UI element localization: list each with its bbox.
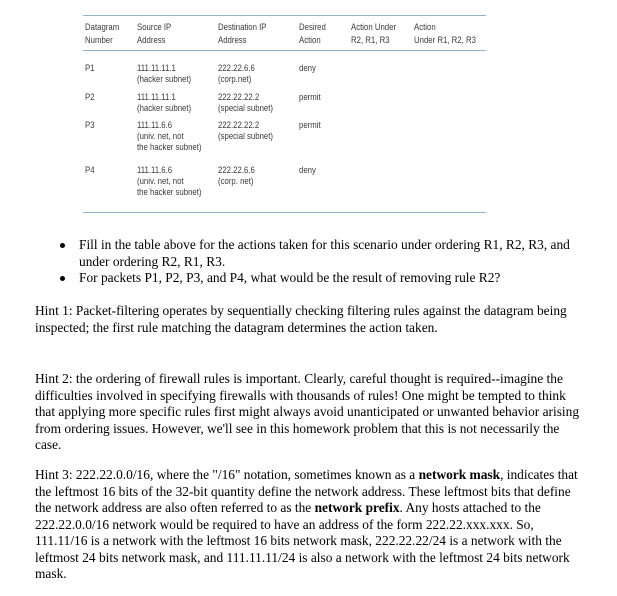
header-desired-action: Desired Action [299,22,326,46]
firewall-table [83,15,486,213]
header-datagram-number: Datagram Number [85,22,120,46]
question-item: Fill in the table above for the actions taken for this scenario under ordering R1, R2, R3, and under ordering R2, R1, R3. [55,237,575,270]
row-p1-number: P1 [85,63,95,74]
header-action-under-r1-r2-r3: Action Under R1, R2, R3 [414,22,476,46]
row-p1-source: 111.11.11.1 (hacker subnet) [137,63,192,86]
row-p3-number: P3 [85,120,95,131]
header-action-under-r2-r1-r3: Action Under R2, R1, R3 [351,22,397,46]
hint-3-paragraph: Hint 3: 222.22.0.0/16, where the "/16" notation, sometimes known as a network mask, indicates that the leftmost 16 bits of the 32-bit quantity define the network address. These leftmost bits that define the network address are also often referred to as the network prefix. Any hosts attached to the 222.22.0.0/16 network would be required to have an address of the form 222.22.xxx.xxx. So, 111.11/16 is a network with the leftmost 16 bits network mask, 222.22.22/24 is a network with the leftmost 24 bits network mask, and 111.11.11/24 is also a network with the leftmost 24 bits network mask. [35,467,578,581]
row-p4-number: P4 [85,165,95,176]
table-header-rule [83,50,486,51]
row-p2-desired-action: permit [299,92,321,103]
row-p3-desired-action: permit [299,120,321,131]
header-source-ip: Source IP Address [137,22,172,46]
question-item: For packets P1, P2, P3, and P4, what would be the result of removing rule R2? [55,270,575,287]
row-p2-destination: 222.22.22.2 (special subnet) [218,92,273,115]
question-list [55,237,575,287]
header-destination-ip: Destination IP Address [218,22,267,46]
row-p4-desired-action: deny [299,165,316,176]
term-network-mask: network mask [418,467,501,482]
row-p2-number: P2 [85,92,95,103]
row-p1-destination: 222.22.6.6 (corp.net) [218,63,255,86]
row-p2-source: 111.11.11.1 (hacker subnet) [137,92,192,115]
row-p4-destination: 222.22.6.6 (corp. net) [218,165,255,188]
table-top-rule [83,15,486,16]
row-p4-source: 111.11.6.6 (univ. net, not the hacker subnet) [137,165,202,199]
hint-2-paragraph: Hint 2: the ordering of firewall rules is important. Clearly, careful thought is required--imagine the difficulties involved in specifying firewalls with thousands of rules! One might be tempted to think that applying more specific rules first might always avoid unanticipated or unwanted behavior arising from ordering issues. However, we'll see in this homework problem that this is not necessarily the case. [35,371,580,452]
table-bottom-rule [83,212,486,213]
hint-1-paragraph: Hint 1: Packet-filtering operates by sequentially checking filtering rules against the datagram being inspected; the first rule matching the datagram determines the action taken. [35,303,567,335]
row-p1-desired-action: deny [299,63,316,74]
term-network-prefix: network prefix [314,500,400,515]
row-p3-source: 111.11.6.6 (univ. net, not the hacker subnet) [137,120,202,154]
row-p3-destination: 222.22.22.2 (special subnet) [218,120,273,143]
